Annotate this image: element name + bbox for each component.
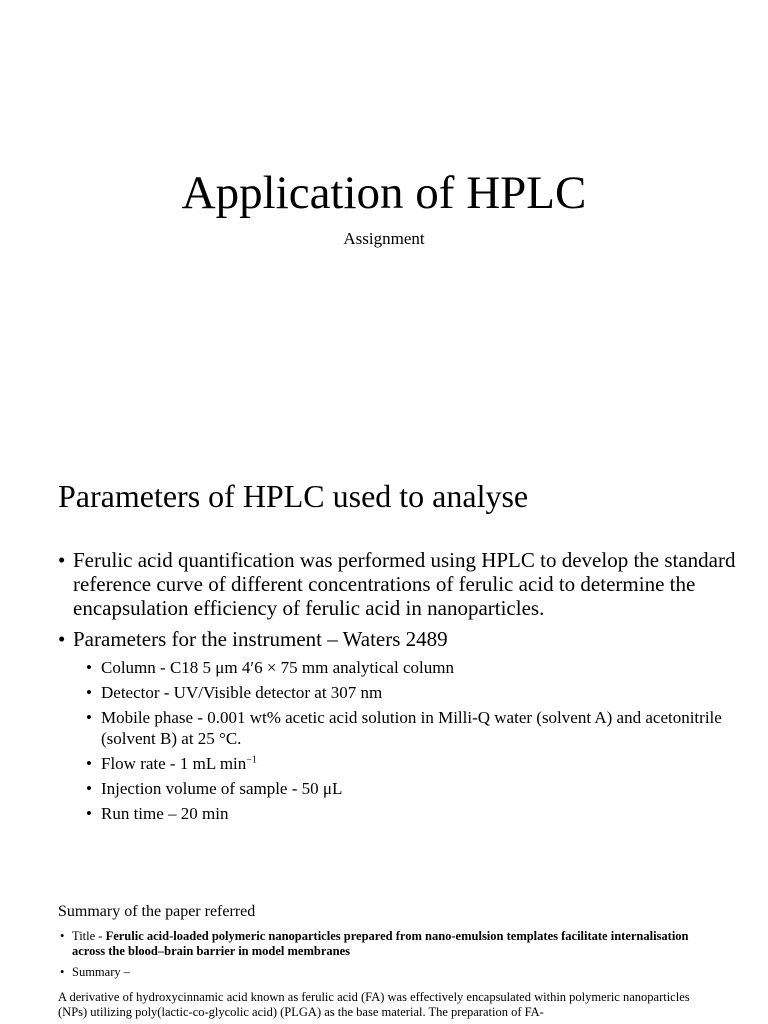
page-title: Application of HPLC [181,167,587,219]
section-title: Parameters of HPLC used to analyse [58,478,529,514]
bullet-text: Ferulic acid quantification was performed using HPLC to develop the standard reference curve of different concentrations of ferulic acid to determine the encapsulation efficiency of ferulic acid in nanoparticles. [73,548,736,620]
summary-slide [0,864,768,1024]
bullet-text: Parameters for the instrument – Waters 2489 [73,627,448,651]
bullet-ferulic-quantification [58,548,738,620]
sub-bullet-list [73,657,738,824]
sub-bullet-injection-volume: • Injection volume of sample - 50 μL [73,778,738,799]
title-label: Title - [72,929,106,943]
subtitle: Assignment [343,229,425,248]
sub-bullet-flow-rate [73,753,738,774]
flow-rate-exponent: −1 [246,754,257,766]
parameters-slide [0,432,768,864]
sub-bullet-mobile-phase: • Mobile phase - 0.001 wt% acetic acid solution in Milli-Q water (solvent A) and acetonitrile (solvent B) at 25 °C. [73,707,738,749]
flow-rate-text: Flow rate - 1 mL min [101,754,247,773]
summary-label-item: • Summary – [58,965,708,980]
sub-bullet-run-time: • Run time – 20 min [73,803,738,824]
bullet-list [58,548,738,831]
summary-title-item [58,929,708,959]
paper-title: Ferulic acid-loaded polymeric nanoparticles prepared from nano-emulsion templates facilitate internalisation across the blood–brain barrier in model membranes [72,929,689,958]
summary-heading: Summary of the paper referred [58,903,256,920]
bullet-instrument-parameters [58,627,738,824]
title-slide [0,0,768,432]
sub-bullet-column: • Column - C18 5 μm 4′6 × 75 mm analytical column [73,657,738,678]
summary-body-text: A derivative of hydroxycinnamic acid known as ferulic acid (FA) was effectively encapsulated within polymeric nanoparticles (NPs) utilizing poly(lactic-co-glycolic acid) (PLGA) as the base material. The preparation of FA- [58,990,690,1019]
summary-list [58,929,708,986]
sub-bullet-detector: • Detector - UV/Visible detector at 307 nm [73,682,738,703]
